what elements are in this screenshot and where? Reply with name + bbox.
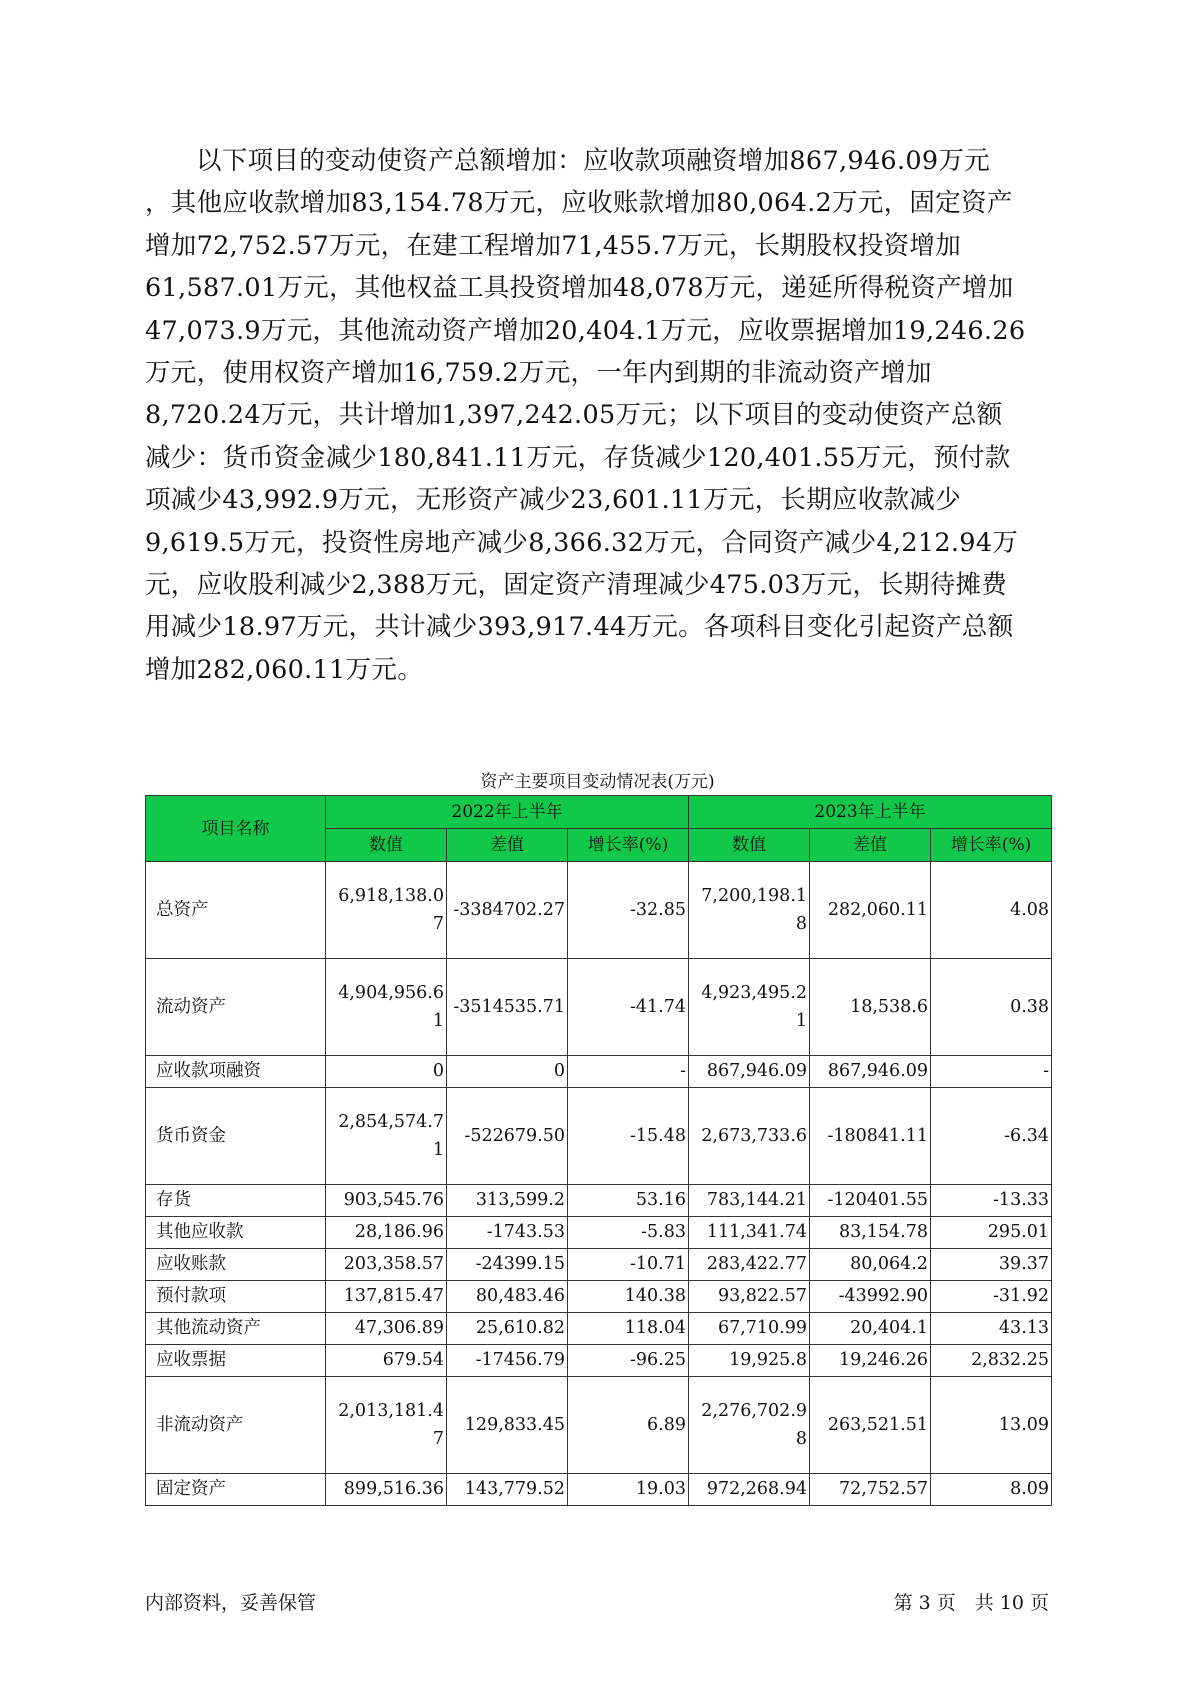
cell-value-2022: 203,358.57 [326,1249,447,1281]
cell-diff-2023: 867,946.09 [810,1056,931,1088]
table-row [146,862,1052,959]
cell-diff-2023: 18,538.6 [810,959,931,1056]
cell-value-2022: 679.54 [326,1345,447,1377]
cell-growth-2022: 140.38 [568,1281,689,1313]
cell-value-2022: 903,545.76 [326,1185,447,1217]
cell-growth-2023: 8.09 [931,1474,1052,1506]
cell-growth-2022: -96.25 [568,1345,689,1377]
table-row [146,1249,1052,1281]
cell-diff-2023: 72,752.57 [810,1474,931,1506]
cell-value-2022: 47,306.89 [326,1313,447,1345]
cell-diff-2022: -24399.15 [447,1249,568,1281]
paragraph-line: 增加282,060.11万元。 [145,654,424,685]
cell-growth-2022: -15.48 [568,1088,689,1185]
cell-value-2023: 283,422.77 [689,1249,810,1281]
cell-value-2023: 7,200,198.18 [689,862,810,959]
row-name: 其他流动资产 [146,1313,326,1345]
cell-diff-2022: 0 [447,1056,568,1088]
cell-diff-2022: 129,833.45 [447,1377,568,1474]
cell-diff-2022: -522679.50 [447,1088,568,1185]
cell-growth-2022: -5.83 [568,1217,689,1249]
paragraph-line: 减少：货币资金减少180,841.11万元，存货减少120,401.55万元，预付款 [145,442,1011,473]
cell-growth-2023: 2,832.25 [931,1345,1052,1377]
header-value: 数值 [689,829,810,862]
cell-diff-2023: 80,064.2 [810,1249,931,1281]
cell-diff-2023: -180841.11 [810,1088,931,1185]
paragraph-line: 用减少18.97万元，共计减少393,917.44万元。各项科目变化引起资产总额 [145,612,1014,643]
header-growth: 增长率(%) [931,829,1052,862]
cell-growth-2023: - [931,1056,1052,1088]
cell-diff-2022: 25,610.82 [447,1313,568,1345]
cell-diff-2023: 19,246.26 [810,1345,931,1377]
paragraph-line: ，其他应收款增加83,154.78万元，应收账款增加80,064.2万元，固定资产 [145,188,1013,219]
paragraph-line: 9,619.5万元，投资性房地产减少8,366.32万元，合同资产减少4,212.94万 [145,527,1019,558]
cell-diff-2023: 263,521.51 [810,1377,931,1474]
cell-growth-2022: - [568,1056,689,1088]
paragraph-line: 8,720.24万元，共计增加1,397,242.05万元；以下项目的变动使资产总额 [145,400,1003,431]
cell-value-2022: 0 [326,1056,447,1088]
cell-value-2023: 867,946.09 [689,1056,810,1088]
cell-growth-2023: 0.38 [931,959,1052,1056]
paragraph-line: 61,587.01万元，其他权益工具投资增加48,078万元，递延所得税资产增加 [145,273,1014,304]
paragraph-line: 元，应收股利减少2,388万元，固定资产清理减少475.03万元，长期待摊费 [145,569,1008,600]
page-number: 第 3 页 共 10 页 [893,1592,1049,1614]
header-diff: 差值 [447,829,568,862]
row-name: 应收票据 [146,1345,326,1377]
cell-value-2022: 4,904,956.61 [326,959,447,1056]
row-name: 存货 [146,1185,326,1217]
cell-diff-2022: -1743.53 [447,1217,568,1249]
cell-growth-2022: -32.85 [568,862,689,959]
cell-growth-2022: 6.89 [568,1377,689,1474]
row-name: 固定资产 [146,1474,326,1506]
cell-value-2023: 93,822.57 [689,1281,810,1313]
header-value: 数值 [326,829,447,862]
cell-growth-2023: -6.34 [931,1088,1052,1185]
cell-growth-2023: 39.37 [931,1249,1052,1281]
header-diff: 差值 [810,829,931,862]
paragraph-line: 以下项目的变动使资产总额增加：应收款项融资增加867,946.09万元 [196,146,991,176]
cell-diff-2022: 313,599.2 [447,1185,568,1217]
cell-diff-2022: -3384702.27 [447,862,568,959]
paragraph-line: 项减少43,992.9万元，无形资产减少23,601.11万元，长期应收款减少 [145,485,962,516]
cell-growth-2022: -41.74 [568,959,689,1056]
row-name: 应收账款 [146,1249,326,1281]
cell-value-2023: 972,268.94 [689,1474,810,1506]
table-row [146,1217,1052,1249]
asset-change-table [145,795,1052,1506]
cell-value-2023: 111,341.74 [689,1217,810,1249]
paragraph-line: 47,073.9万元，其他流动资产增加20,404.1万元，应收票据增加19,246.26 [145,315,1026,346]
cell-diff-2022: -3514535.71 [447,959,568,1056]
body-paragraph [145,140,1050,691]
footer-note: 内部资料，妥善保管 [145,1592,317,1614]
row-name: 预付款项 [146,1281,326,1313]
cell-value-2022: 137,815.47 [326,1281,447,1313]
row-name: 非流动资产 [146,1377,326,1474]
paragraph-line: 增加72,752.57万元，在建工程增加71,455.7万元，长期股权投资增加 [145,230,962,261]
cell-value-2022: 2,854,574.71 [326,1088,447,1185]
table-row [146,1185,1052,1217]
cell-value-2023: 4,923,495.21 [689,959,810,1056]
cell-diff-2023: -120401.55 [810,1185,931,1217]
row-name: 流动资产 [146,959,326,1056]
cell-growth-2022: 19.03 [568,1474,689,1506]
table-row [146,1281,1052,1313]
table-row [146,1377,1052,1474]
cell-value-2023: 19,925.8 [689,1345,810,1377]
cell-growth-2023: 43.13 [931,1313,1052,1345]
row-name: 其他应收款 [146,1217,326,1249]
cell-growth-2023: 4.08 [931,862,1052,959]
table-row [146,1474,1052,1506]
cell-diff-2023: 282,060.11 [810,862,931,959]
cell-diff-2022: 143,779.52 [447,1474,568,1506]
row-name: 应收款项融资 [146,1056,326,1088]
cell-growth-2023: -13.33 [931,1185,1052,1217]
cell-value-2023: 67,710.99 [689,1313,810,1345]
table-row [146,1056,1052,1088]
cell-value-2022: 28,186.96 [326,1217,447,1249]
cell-diff-2023: 83,154.78 [810,1217,931,1249]
header-period-2022: 2022年上半年 [326,796,689,829]
cell-growth-2022: 118.04 [568,1313,689,1345]
cell-value-2023: 2,673,733.6 [689,1088,810,1185]
cell-growth-2022: 53.16 [568,1185,689,1217]
cell-value-2023: 783,144.21 [689,1185,810,1217]
cell-growth-2022: -10.71 [568,1249,689,1281]
cell-growth-2023: -31.92 [931,1281,1052,1313]
cell-diff-2022: -17456.79 [447,1345,568,1377]
row-name: 货币资金 [146,1088,326,1185]
cell-growth-2023: 295.01 [931,1217,1052,1249]
cell-diff-2023: -43992.90 [810,1281,931,1313]
header-item-name: 项目名称 [146,796,326,862]
row-name: 总资产 [146,862,326,959]
table-row [146,1088,1052,1185]
cell-value-2022: 899,516.36 [326,1474,447,1506]
cell-value-2022: 2,013,181.47 [326,1377,447,1474]
cell-diff-2023: 20,404.1 [810,1313,931,1345]
header-period-2023: 2023年上半年 [689,796,1052,829]
table-row [146,959,1052,1056]
table-row [146,1313,1052,1345]
table-caption: 资产主要项目变动情况表(万元) [480,772,715,792]
cell-value-2023: 2,276,702.98 [689,1377,810,1474]
paragraph-line: 万元，使用权资产增加16,759.2万元，一年内到期的非流动资产增加 [145,357,932,388]
cell-diff-2022: 80,483.46 [447,1281,568,1313]
cell-value-2022: 6,918,138.07 [326,862,447,959]
table-row [146,1345,1052,1377]
cell-growth-2023: 13.09 [931,1377,1052,1474]
header-growth: 增长率(%) [568,829,689,862]
